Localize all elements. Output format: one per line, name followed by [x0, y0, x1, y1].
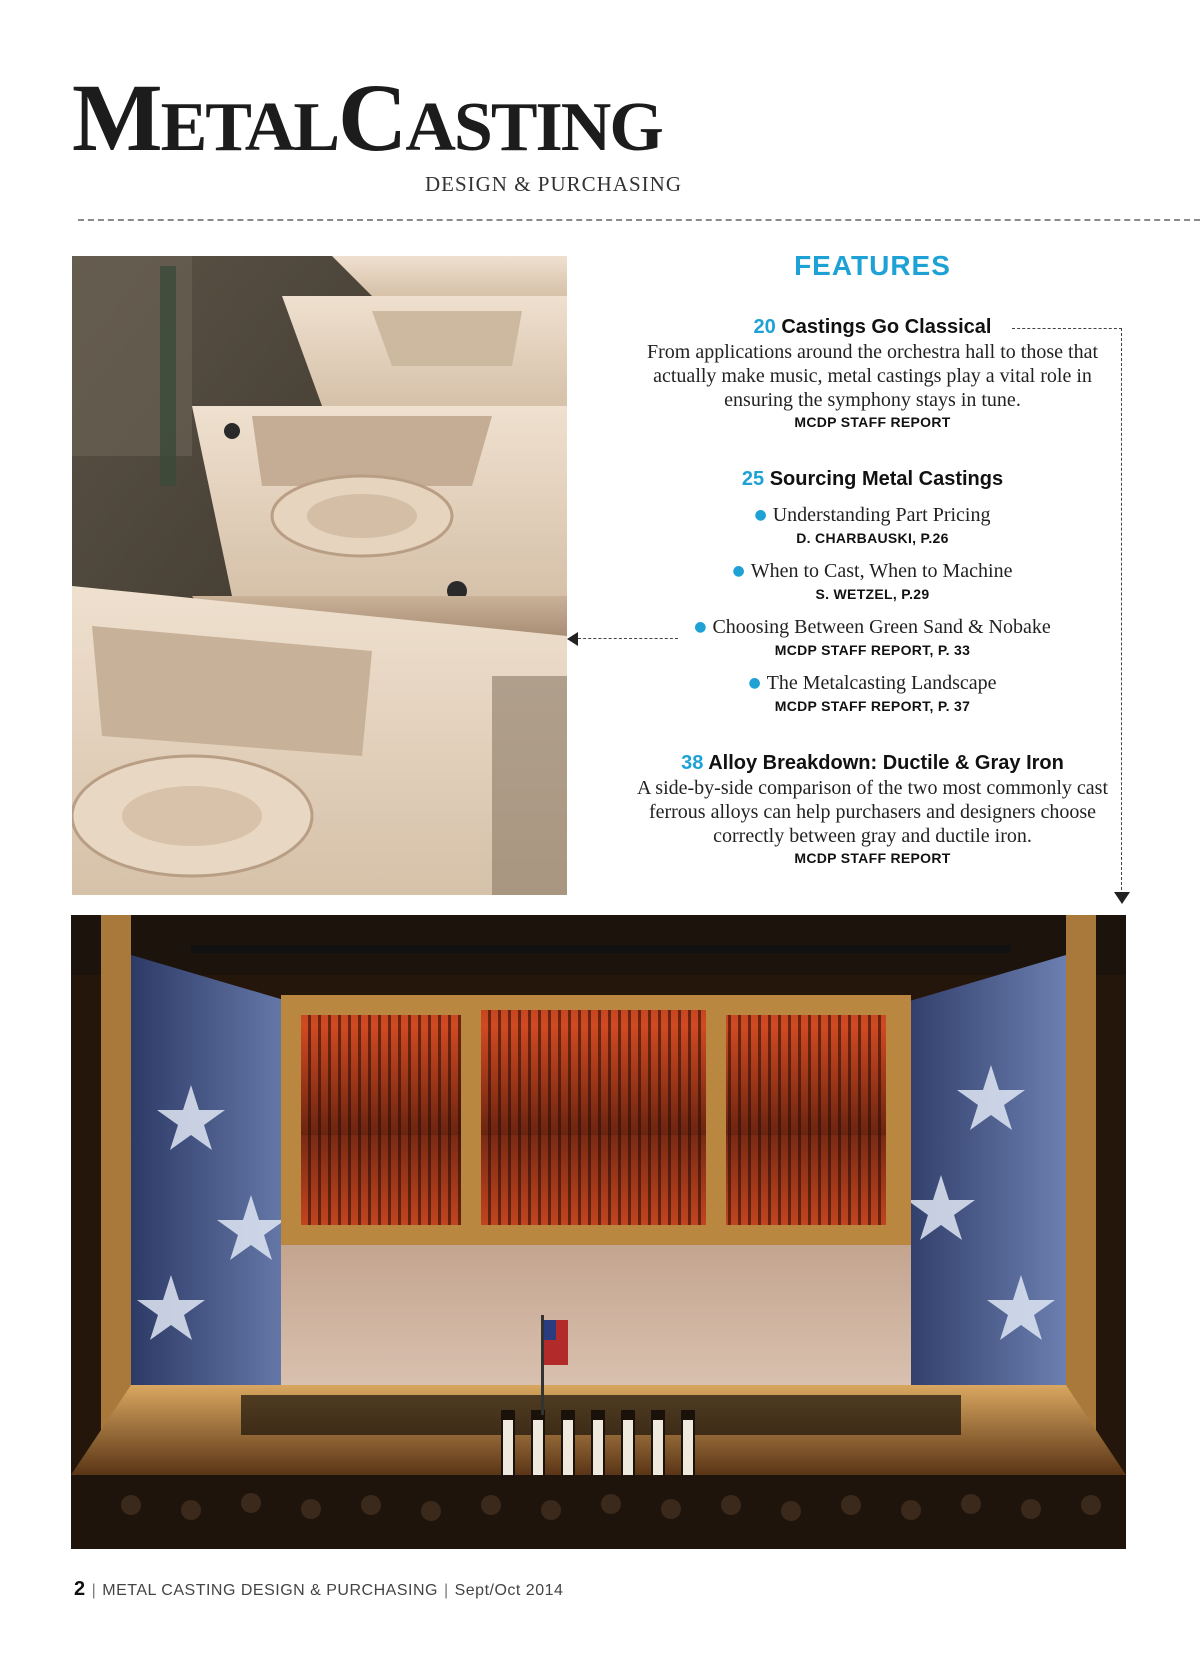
feature-page-number: 25 [741, 468, 765, 490]
bullet-icon: ● [694, 619, 707, 635]
feature-page-number: 38 [681, 752, 704, 774]
sub-item-credit: D. CHARBAUSKI, P.26 [796, 530, 949, 546]
feature-page-number: 20 [753, 316, 776, 338]
feature-description: From applications around the orchestra hall to those that actually make music, metal castings play a vital role in ensuring the symphony stays in tune. [647, 341, 1098, 411]
feature-item[interactable] [630, 750, 1115, 868]
sub-item-title: When to Cast, When to Machine [750, 560, 1013, 582]
header-divider [78, 219, 1200, 221]
masthead-logo: METALCASTING [72, 64, 662, 171]
sub-item[interactable] [630, 670, 1115, 716]
sub-item[interactable] [630, 614, 1115, 660]
connector-line [1121, 328, 1122, 890]
sub-item-credit: MCDP STAFF REPORT, P. 33 [774, 642, 971, 658]
sub-item-title: Choosing Between Green Sand & Nobake [712, 616, 1051, 638]
sub-item[interactable] [630, 502, 1115, 548]
page-number: 2 [74, 1578, 86, 1600]
feature-item[interactable] [630, 466, 1115, 716]
masthead-subtitle: DESIGN & PURCHASING [424, 172, 682, 196]
features-heading: FEATURES [794, 250, 951, 281]
concert-hall-photo [71, 915, 1126, 1549]
sub-item-credit: S. WETZEL, P.29 [815, 586, 930, 602]
arrow-left-icon [567, 632, 578, 646]
feature-title: Sourcing Metal Castings [769, 468, 1004, 490]
feature-description: A side-by-side comparison of the two most commonly cast ferrous alloys can help purchasers and designers choose correctly between gray and ductile iron. [636, 777, 1109, 847]
connector-line [1012, 328, 1122, 329]
feature-title: Castings Go Classical [781, 316, 992, 338]
bullet-icon: ● [754, 507, 767, 523]
sub-item-credit: MCDP STAFF REPORT, P. 37 [774, 698, 971, 714]
connector-line [578, 638, 678, 639]
publication-name: METAL CASTING DESIGN & PURCHASING [102, 1582, 438, 1599]
feature-title: Alloy Breakdown: Ductile & Gray Iron [708, 752, 1064, 774]
masthead [72, 64, 682, 196]
issue-date: Sept/Oct 2014 [454, 1582, 564, 1599]
page-footer: 2 | METAL CASTING DESIGN & PURCHASING | Sept/Oct 2014 [74, 1578, 564, 1600]
feature-credit: MCDP STAFF REPORT [794, 850, 951, 866]
sand-molds-photo [72, 256, 567, 895]
sub-item-title: Understanding Part Pricing [772, 504, 991, 526]
sub-item-title: The Metalcasting Landscape [766, 672, 997, 694]
sub-item[interactable] [630, 558, 1115, 604]
arrow-down-icon [1114, 892, 1130, 904]
feature-item[interactable] [630, 314, 1115, 432]
bullet-icon: ● [748, 675, 761, 691]
bullet-icon: ● [732, 563, 745, 579]
feature-credit: MCDP STAFF REPORT [794, 414, 951, 430]
features-section [630, 248, 1115, 902]
